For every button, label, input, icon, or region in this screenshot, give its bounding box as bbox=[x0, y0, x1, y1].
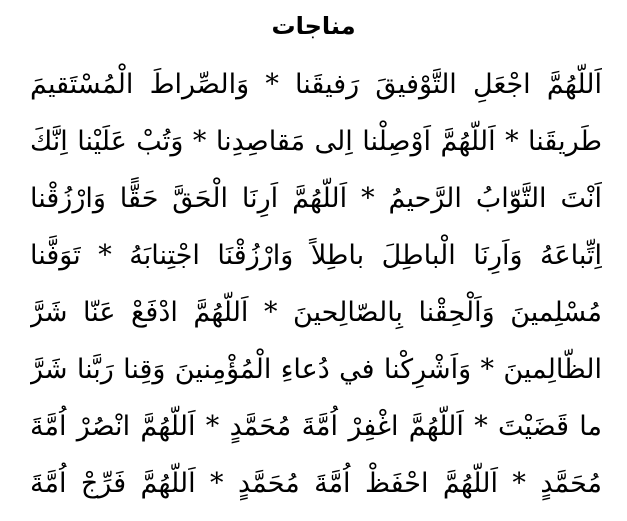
prayer-line: ما قَضَيْتَ * اَللّهُمَّ اغْفِرْ اُمَّةَ مُحَمَّدٍ * اَللّهُمَّ انْصُرْ اُمَّةَ bbox=[30, 411, 602, 442]
page-title: مناجات bbox=[271, 12, 356, 40]
prayer-line: مُحَمَّدٍ * اَللّهُمَّ احْفَظْ اُمَّةَ مُحَمَّدٍ * اَللّهُمَّ فَرِّجْ اُمَّةَ bbox=[30, 468, 602, 499]
prayer-line: اِتِّباعَهُ وَاَرِنَا الْباطِلَ باطِلاً وَارْزُقْنَا اجْتِنابَهُ * تَوَفَّنا bbox=[30, 240, 602, 271]
prayer-text bbox=[30, 56, 602, 512]
prayer-line: مُسْلِمينَ وَاَلْحِقْنا بِالصّالِحينَ * اَللّهُمَّ ادْفَعْ عَنّا شَرَّ bbox=[30, 297, 602, 328]
prayer-line: اَنْتَ التَّوّابُ الرَّحيمُ * اَللّهُمَّ اَرِنَا الْحَقَّ حَقًّا وَارْزُقْنا bbox=[30, 183, 602, 214]
prayer-line: طَريقَنا * اَللّهُمَّ اَوْصِلْنا اِلى مَقاصِدِنا * وَتُبْ عَلَيْنا اِنَّكَ bbox=[30, 126, 602, 157]
prayer-line: الظّالِمينَ * وَاَشْرِكْنا في دُعاءِ الْمُؤْمِنينَ وَقِنا رَبَّنا شَرَّ bbox=[30, 354, 602, 385]
prayer-line: اَللّهُمَّ اجْعَلِ التَّوْفيقَ رَفيقَنا * وَالصِّراطَ الْمُسْتَقيمَ bbox=[30, 69, 602, 100]
